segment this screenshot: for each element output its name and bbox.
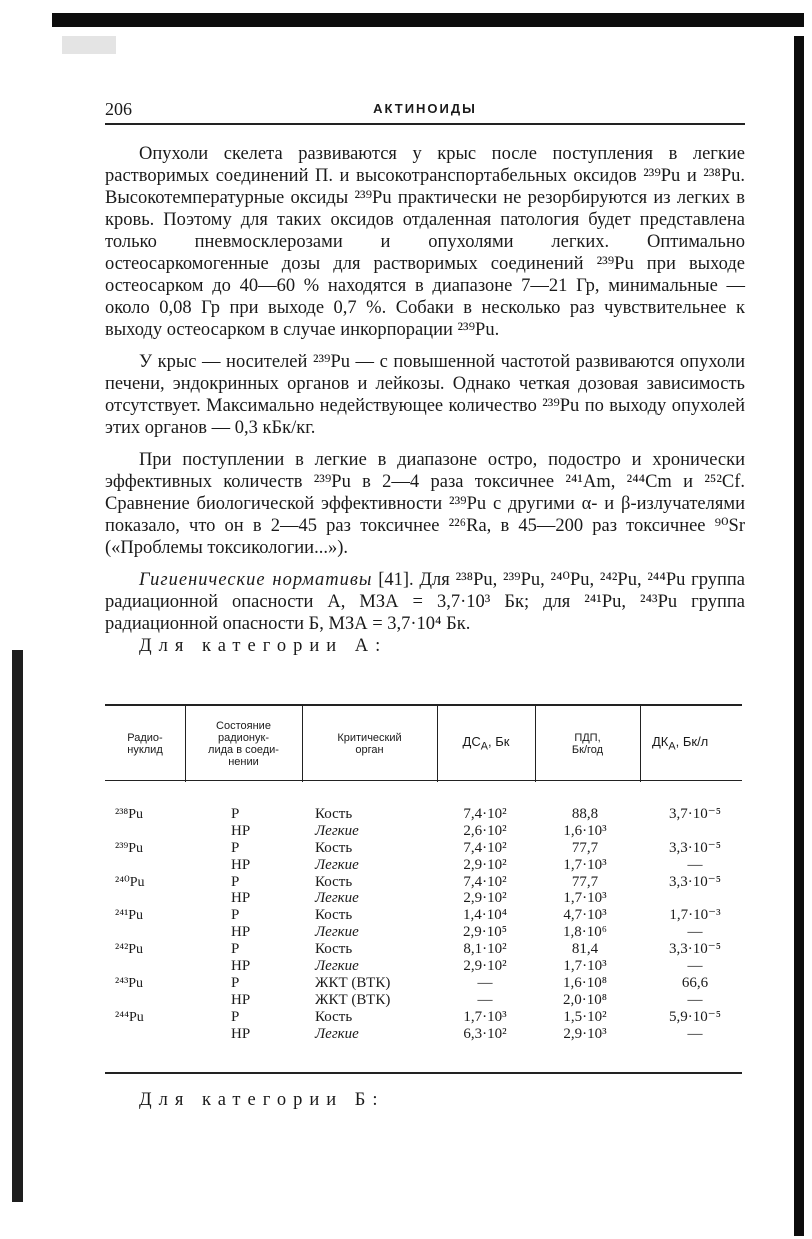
table-row [105,924,745,941]
cell-dk: — [687,958,703,975]
table-header-rule [105,780,742,781]
ds-subscript: А [480,740,488,753]
cell-state: Р [231,806,240,822]
cell-organ: Кость [315,839,353,856]
table-row [105,941,745,958]
cell-ds: 8,1·10² [463,941,507,958]
cell-pdp: 1,5·10² [563,1008,607,1025]
cell-ds: 7,4·10² [463,806,507,822]
cell-pdp: 2,9·10³ [563,1025,607,1042]
cell-nuclide: ²⁴⁰Pu [115,874,145,890]
table-row [105,1026,745,1043]
cell-ds: 7,4·10² [463,839,507,856]
dk-subscript: А [668,740,676,753]
body-text [105,143,745,657]
cell-organ: Легкие [315,890,359,907]
cell-dk: 1,7·10⁻³ [669,907,721,924]
cell-pdp: 1,7·10³ [563,890,607,907]
cell-pdp: 81,4 [571,941,599,958]
category-a-label: Для категории А: [139,636,388,656]
cell-organ: Кость [315,907,353,924]
page-number: 206 [105,99,132,119]
cell-organ: Кость [315,806,353,822]
column-header-pdp-text: ПДП, Бк/год [571,732,604,756]
cell-ds: 1,7·10³ [463,1008,507,1025]
cell-ds: — [477,974,493,991]
cell-state: Р [231,873,240,890]
column-header-ds [437,706,535,782]
cell-ds: 1,4·10⁴ [463,907,507,924]
cell-nuclide: ²³⁹Pu [115,840,144,856]
cell-pdp: 1,8·10⁶ [563,924,607,941]
column-header-state-text: Состояние радионук- лида в соеди- нении [208,720,279,768]
column-header-state [185,706,302,782]
cell-pdp: 1,7·10³ [563,958,607,975]
cell-ds: 7,4·10² [463,873,507,890]
cell-dk: 3,3·10⁻⁵ [669,873,721,890]
cell-state: НР [231,856,251,873]
cell-nuclide: ²⁴²Pu [115,942,144,958]
cell-dk: 5,9·10⁻⁵ [669,1008,721,1025]
header-rule [105,123,745,125]
column-header-nuclide [105,706,185,782]
cell-pdp: 4,7·10³ [563,907,607,924]
ds-label: ДС [462,733,481,749]
cell-organ: Кость [315,941,353,958]
cell-ds: 2,9·10² [463,856,507,873]
table-bottom-rule [105,1072,742,1074]
paragraph: У крыс — носителей ²³⁹Pu — с повышенной частотой развиваются опухоли печени, эндокринных органов и лейкозы. Однако четкая дозовая зависимость отсутствует. Максимально недействующее количество ²³⁹Pu по выходу опухолей этих органов — 0,3 кБк/кг. [105,352,745,438]
column-header-organ [302,706,437,782]
cell-organ: ЖКТ (ВТК) [315,991,391,1008]
cell-state: Р [231,1008,240,1025]
cell-state: НР [231,958,251,975]
cell-pdp: 77,7 [571,839,599,856]
table-row [105,890,745,907]
table-row [105,907,745,924]
cell-dk: 3,3·10⁻⁵ [669,941,721,958]
table-body [105,806,745,1042]
table-header [105,706,742,782]
table-row [105,1009,745,1026]
scan-edge-left [12,650,23,1202]
cell-pdp: 1,6·10⁸ [563,974,607,991]
table-row [105,806,745,823]
cell-pdp: 1,7·10³ [563,856,607,873]
cell-state: Р [231,907,240,924]
cell-nuclide: ²³⁸Pu [115,807,144,822]
column-header-ds-text [462,733,510,753]
cell-dk: — [687,856,703,873]
table-row [105,958,745,975]
norms-heading: Гигиенические нормативы [139,570,373,590]
cell-state: НР [231,991,251,1008]
cell-nuclide: ²⁴¹Pu [115,908,144,924]
paragraph: При поступлении в легкие в диапазоне остро, подостро и хронически эффективных количеств ²³⁹Pu в 2—4 раза токсичнее ²⁴¹Am, ²⁴⁴Cm и ²⁵²Cf. Сравнение биологической эффективности ²³⁹Pu с другими α- и β-излучателями показало, что он в 2—45 раз токсичнее ²²⁶Ra, в 45—200 раз токсичнее ⁹⁰Sr («Проблемы токсикологии...»). [105,450,745,558]
cell-ds: — [477,991,493,1008]
table-row [105,874,745,891]
column-header-dk-text [652,733,709,753]
cell-organ: Легкие [315,924,359,941]
table-row [105,823,745,840]
column-header-nuclide-text: Радио- нуклид [127,732,163,756]
cell-pdp: 1,6·10³ [563,822,607,839]
cell-nuclide: ²⁴³Pu [115,975,144,991]
scan-edge-top [52,13,804,27]
page-header [105,99,745,121]
cell-dk: 66,6 [681,974,709,991]
table-row [105,840,745,857]
norms-paragraph [105,569,745,635]
cell-state: Р [231,974,240,991]
cell-organ: Легкие [315,1025,359,1042]
cell-organ: ЖКТ (ВТК) [315,974,391,991]
cell-ds: 2,9·10⁵ [463,924,507,941]
cell-dk: — [687,1025,703,1042]
scan-smudge [62,36,116,54]
cell-organ: Кость [315,1008,353,1025]
cell-state: НР [231,924,251,941]
running-title: АКТИНОИДЫ [373,101,477,116]
cell-state: Р [231,941,240,958]
scan-edge-right [794,36,804,1236]
cell-dk: 3,3·10⁻⁵ [669,839,721,856]
norms-text: [41]. Для ²³⁸Pu, ²³⁹Pu, ²⁴⁰Pu, ²⁴²Pu, ²⁴⁴Pu группа радиационной опасности А, МЗА = 3,7·10³ Бк; для ²⁴¹Pu, ²⁴³Pu группа радиационной опасности Б, МЗА = 3,7·10⁴ Бк. [105,570,746,634]
table-row [105,992,745,1009]
paragraph: Опухоли скелета развиваются у крыс после поступления в легкие растворимых соединений П. и высокотранспортабельных оксидов ²³⁹Pu и ²³⁸Pu. Высокотемпературные оксиды ²³⁹Pu практически не резорбируются из легких в кровь. Поэтому для таких оксидов отдаленная патология будет представлена только пневмосклерозами и опухолями легких. Оптимально остеосаркомогенные дозы для растворимых соединений ²³⁹Pu при выходе остеосарком до 40—60 % находятся в диапазоне 7—21 Гр, минимальные — около 0,08 Гр при выходе 0,7 %. Собаки в несколько раз чувствительнее к выходу остеосарком в случае инкорпорации ²³⁹Pu. [105,144,745,340]
cell-ds: 2,6·10² [463,822,507,839]
column-header-organ-text: Критический орган [337,732,402,756]
cell-ds: 2,9·10² [463,890,507,907]
cell-organ: Легкие [315,958,359,975]
cell-organ: Легкие [315,856,359,873]
cell-nuclide: ²⁴⁴Pu [115,1009,144,1025]
cell-pdp: 77,7 [571,873,599,890]
cell-organ: Легкие [315,822,359,839]
column-header-dk [640,706,742,782]
cell-pdp: 2,0·10⁸ [563,991,607,1008]
cell-organ: Кость [315,873,353,890]
table-row [105,857,745,874]
column-header-pdp [535,706,640,782]
ds-unit: , Бк [487,733,510,749]
cell-state: НР [231,1025,251,1042]
cell-dk: — [687,991,703,1008]
cell-state: Р [231,839,240,856]
cell-ds: 2,9·10² [463,958,507,975]
category-b-label: Для категории Б: [139,1090,385,1110]
dk-unit: , Бк/л [675,733,709,749]
cell-pdp: 88,8 [571,806,599,822]
table-row [105,975,745,992]
cell-state: НР [231,822,251,839]
cell-dk: 3,7·10⁻⁵ [669,806,721,822]
dk-label: ДК [652,733,669,749]
cell-dk: — [687,924,703,941]
cell-ds: 6,3·10² [463,1025,507,1042]
cell-state: НР [231,890,251,907]
